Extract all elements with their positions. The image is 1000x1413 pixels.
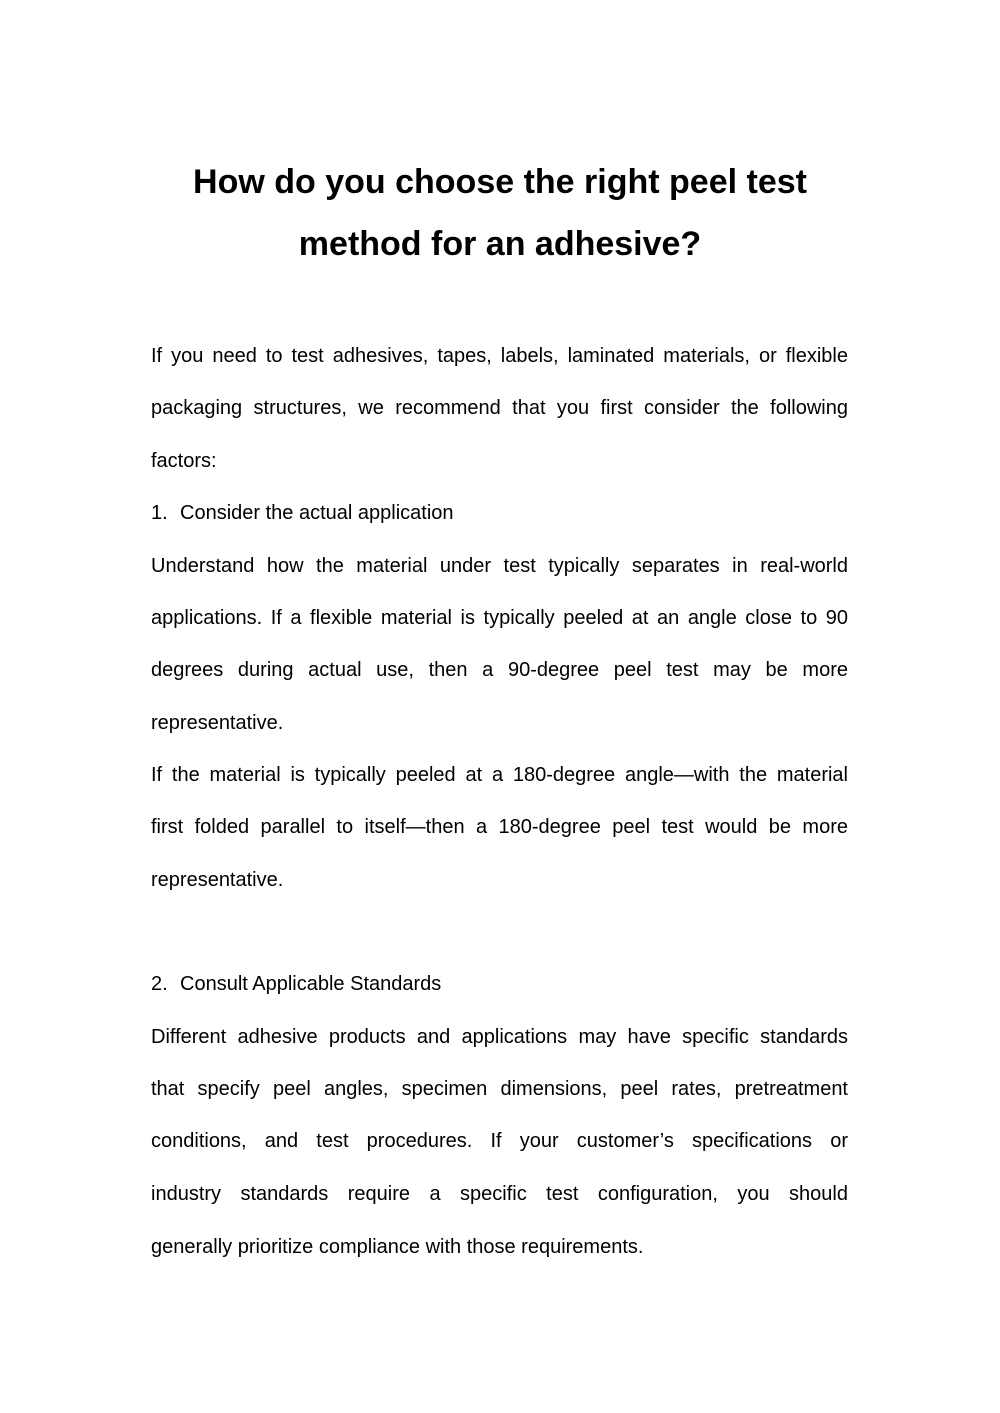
section-1-heading-text: Consider the actual application bbox=[180, 502, 454, 524]
section-2-p1-line-5: generally prioritize compliance with those requirements. bbox=[151, 1236, 644, 1258]
intro-line-1: If you need to test adhesives, tapes, labels, laminated materials, or flexible bbox=[151, 345, 848, 367]
section-2-p1-line-2: that specify peel angles, specimen dimensions, peel rates, pretreatment bbox=[151, 1078, 848, 1100]
intro-line-2: packaging structures, we recommend that you first consider the following bbox=[151, 397, 848, 419]
section-1-number: 1. bbox=[151, 502, 168, 524]
section-1-heading bbox=[151, 499, 848, 527]
section-2-p1-line-1: Different adhesive products and applications may have specific standards bbox=[151, 1026, 848, 1048]
section-2-heading bbox=[151, 970, 848, 998]
section-1-p2-line-3: representative. bbox=[151, 869, 284, 891]
section-1-p1-line-4: representative. bbox=[151, 712, 284, 734]
section-1-p2-line-2: first folded parallel to itself—then a 180-degree peel test would be more bbox=[151, 816, 848, 838]
section-2-p1-line-3: conditions, and test procedures. If your customer’s specifications or bbox=[151, 1130, 848, 1152]
section-1-p1-line-1: Understand how the material under test typically separates in real-world bbox=[151, 555, 848, 577]
section-1-p2-line-1: If the material is typically peeled at a 180-degree angle—with the material bbox=[151, 764, 848, 786]
page-title-line-2: method for an adhesive? bbox=[298, 225, 702, 263]
section-2-number: 2. bbox=[151, 973, 168, 995]
section-2-heading-text: Consult Applicable Standards bbox=[180, 973, 442, 995]
section-1-p1-line-3: degrees during actual use, then a 90-degree peel test may be more bbox=[151, 659, 848, 681]
section-1-p1-line-2: applications. If a flexible material is typically peeled at an angle close to 90 bbox=[151, 607, 848, 629]
page-title-line-1: How do you choose the right peel test bbox=[193, 163, 807, 201]
intro-line-3: factors: bbox=[151, 450, 217, 472]
section-2-p1-line-4: industry standards require a specific test configuration, you should bbox=[151, 1183, 848, 1205]
